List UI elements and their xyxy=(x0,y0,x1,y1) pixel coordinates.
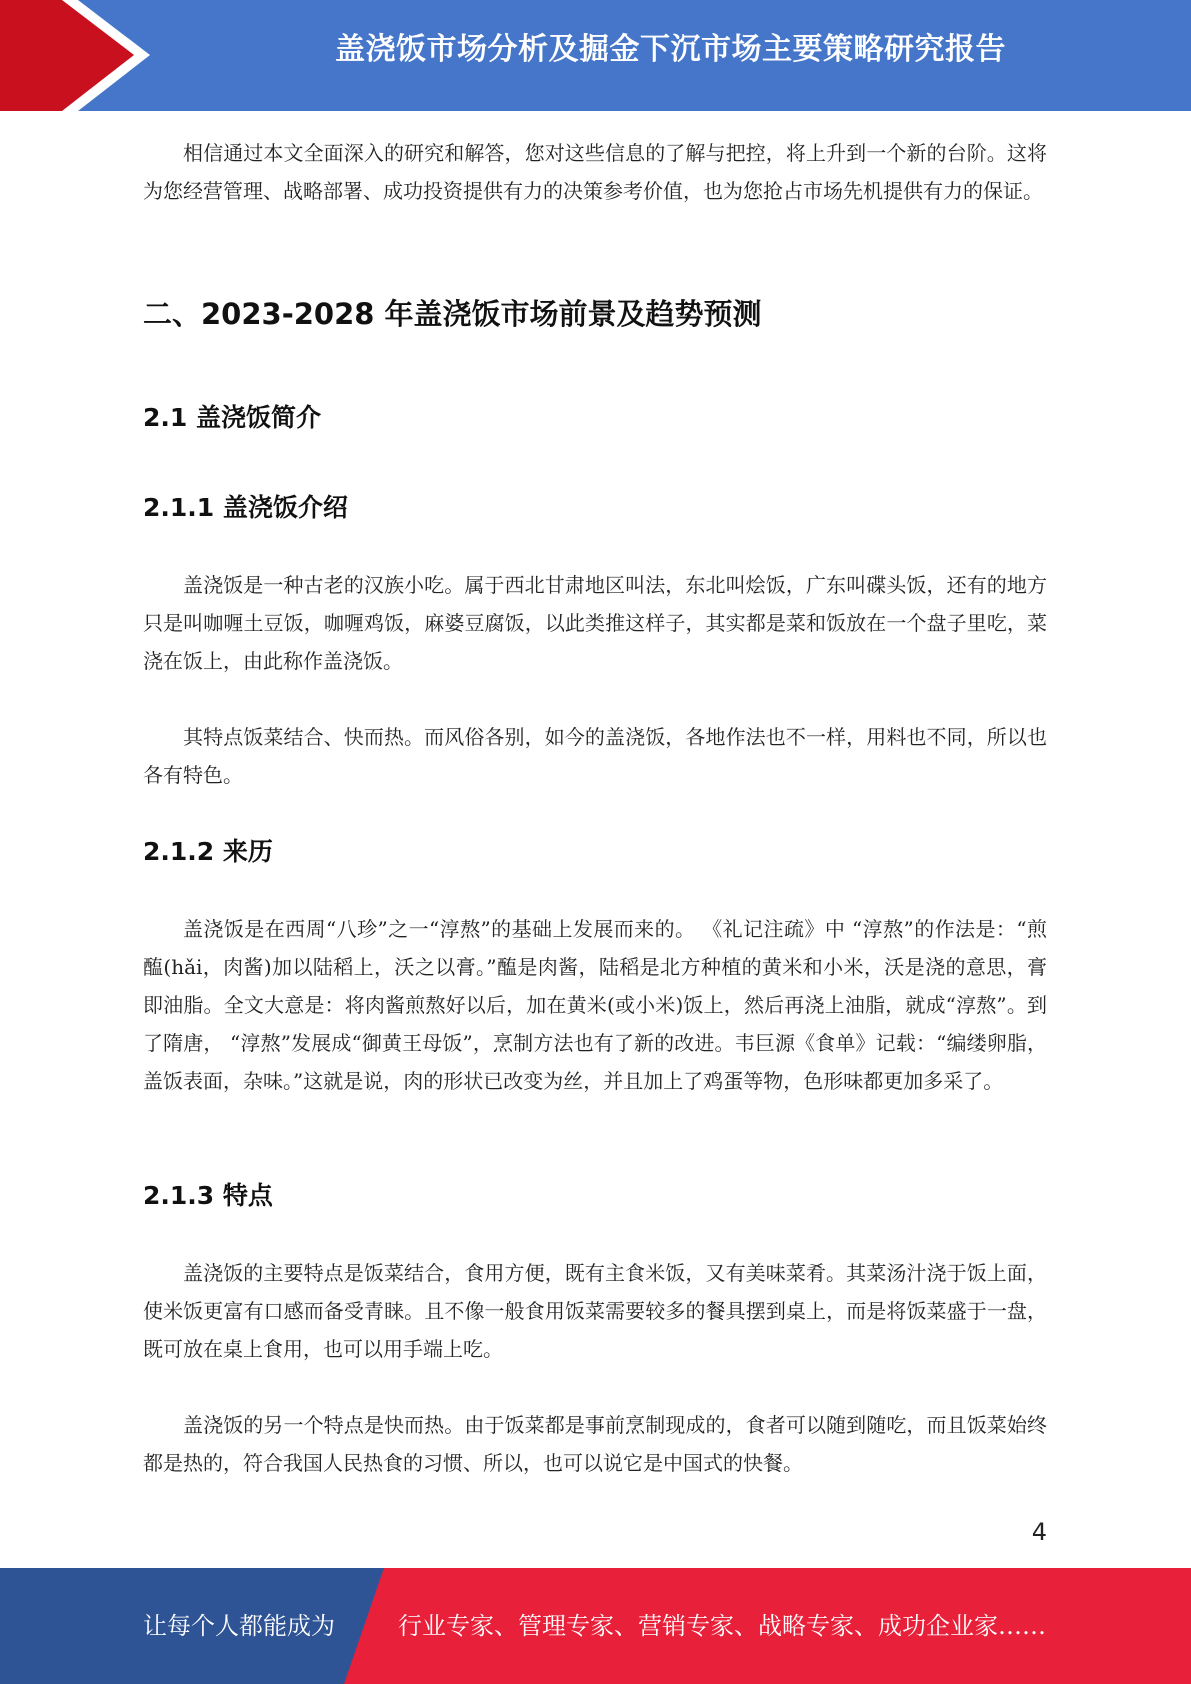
section-2-1-heading: 2.1 盖浇饭简介 xyxy=(143,403,321,432)
section-2-heading: 二、2023-2028 年盖浇饭市场前景及趋势预测 xyxy=(143,297,762,331)
section-2-1-1-body xyxy=(143,566,1047,680)
section-2-1-2-body xyxy=(143,910,1047,1100)
paragraph: 盖浇饭是在西周“八珍”之一“淳熬”的基础上发展而来的。 《礼记注疏》中 “淳熬”的作法是：“煎醢(hǎi，肉酱)加以陆稻上，沃之以膏。”醢是肉酱，陆稻是北方种植的黄米和小米，沃是浇的意思，膏即油脂。全文大意是：将肉酱煎熬好以后，加在黄米(或小米)饭上，然后再浇上油脂，就成“淳熬”。到了隋唐， “淳熬”发展成“御黄王母饭”，烹制方法也有了新的改进。韦巨源《食单》记载：“编缕卵脂，盖饭表面，杂味。”这就是说，肉的形状已改变为丝，并且加上了鸡蛋等物，色形味都更加多采了。 xyxy=(143,917,1047,1093)
report-title: 盖浇饭市场分析及掘金下沉市场主要策略研究报告 xyxy=(335,32,1006,67)
intro-paragraph: 相信通过本文全面深入的研究和解答，您对这些信息的了解与把控，将上升到一个新的台阶。这将为您经营管理、战略部署、成功投资提供有力的决策参考价值，也为您抢占市场先机提供有力的保证。 xyxy=(143,141,1047,203)
paragraph: 其特点饭菜结合、快而热。而风俗各别，如今的盖浇饭，各地作法也不一样，用料也不同，所以也各有特色。 xyxy=(143,725,1047,787)
paragraph: 盖浇饭的主要特点是饭菜结合，食用方便，既有主食米饭，又有美味菜肴。其菜汤汁浇于饭上面，使米饭更富有口感而备受青睐。且不像一般食用饭菜需要较多的餐具摆到桌上，而是将饭菜盛于一盘，既可放在桌上食用，也可以用手端上吃。 xyxy=(143,1261,1047,1361)
footer-slogan-right: 行业专家、管理专家、营销专家、战略专家、成功企业家…… xyxy=(398,1612,1046,1640)
footer-slogan-left: 让每个人都能成为 xyxy=(143,1612,335,1640)
page-header xyxy=(0,0,1191,111)
page-number: 4 xyxy=(1031,1518,1047,1546)
section-2-1-1-heading: 2.1.1 盖浇饭介绍 xyxy=(143,493,348,522)
paragraph: 盖浇饭是一种古老的汉族小吃。属于西北甘肃地区叫法，东北叫烩饭，广东叫碟头饭，还有的地方只是叫咖喱土豆饭，咖喱鸡饭，麻婆豆腐饭，以此类推这样子，其实都是菜和饭放在一个盘子里吃，菜浇在饭上，由此称作盖浇饭。 xyxy=(143,573,1047,673)
page-footer xyxy=(0,1568,1191,1684)
paragraph: 盖浇饭的另一个特点是快而热。由于饭菜都是事前烹制现成的，食者可以随到随吃，而且饭菜始终都是热的，符合我国人民热食的习惯、所以，也可以说它是中国式的快餐。 xyxy=(143,1413,1047,1475)
intro-section xyxy=(143,134,1047,210)
header-chevron-icon xyxy=(0,0,160,111)
section-2-1-2-heading: 2.1.2 来历 xyxy=(143,837,273,866)
section-2-1-3-heading: 2.1.3 特点 xyxy=(143,1181,273,1210)
section-2-1-3-body-2 xyxy=(143,1406,1047,1482)
section-2-1-3-body xyxy=(143,1254,1047,1368)
section-2-1-1-body-2 xyxy=(143,718,1047,794)
